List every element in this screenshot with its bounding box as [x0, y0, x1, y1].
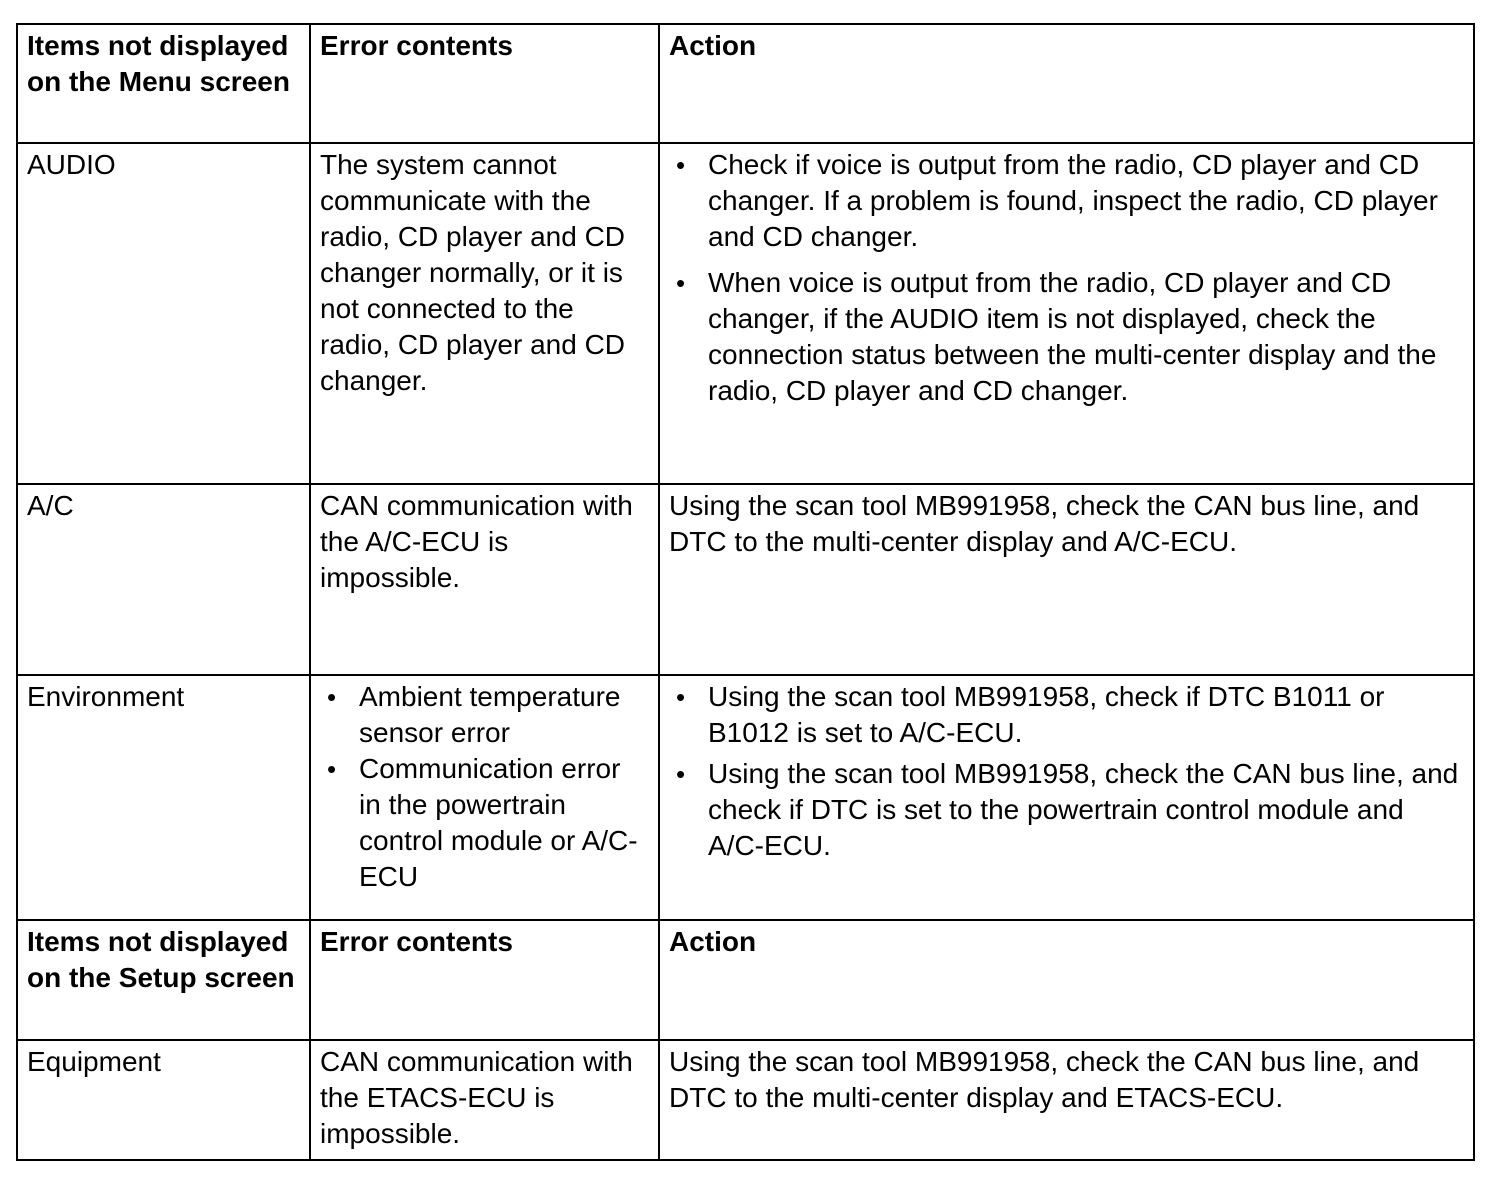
table-row [17, 143, 1474, 484]
action-cell: Using the scan tool MB991958, check the CAN bus line, and DTC to the multi-center display and A/C-ECU. [659, 484, 1474, 675]
table-row [17, 1040, 1474, 1160]
item-cell: A/C [17, 484, 310, 675]
header-items-menu: Items not displayed on the Menu screen [17, 24, 310, 143]
item-cell: AUDIO [17, 143, 310, 484]
error-cell [310, 675, 659, 920]
header-action: Action [659, 24, 1474, 143]
item-cell: Equipment [17, 1040, 310, 1160]
list-item: • Check if voice is output from the radio, CD player and CD changer. If a problem is found, inspect the radio, CD player and CD changer. [669, 147, 1464, 255]
table-header-row [17, 24, 1474, 143]
list-item: • Ambient temperature sensor error [320, 679, 649, 751]
action-cell [659, 675, 1474, 920]
table-row [17, 484, 1474, 675]
error-cell: The system cannot communicate with the radio, CD player and CD changer normally, or it is not connected to the radio, CD player and CD changer. [310, 143, 659, 484]
header-error-contents: Error contents [310, 920, 659, 1040]
list-item: • When voice is output from the radio, CD player and CD changer, if the AUDIO item is not displayed, check the connection status between the multi-center display and the radio, CD player and CD changer. [669, 265, 1464, 409]
list-item: • Using the scan tool MB991958, check the CAN bus line, and check if DTC is set to the powertrain control module and A/C-ECU. [669, 756, 1464, 864]
table-header-row [17, 920, 1474, 1040]
action-list [669, 679, 1464, 864]
list-item: • Using the scan tool MB991958, check if DTC B1011 or B1012 is set to A/C-ECU. [669, 679, 1464, 751]
action-cell: Using the scan tool MB991958, check the CAN bus line, and DTC to the multi-center display and ETACS-ECU. [659, 1040, 1474, 1160]
error-list [320, 679, 649, 895]
list-item: • Communication error in the powertrain control module or A/C-ECU [320, 751, 649, 895]
action-list [669, 147, 1464, 409]
item-cell: Environment [17, 675, 310, 920]
troubleshooting-table [16, 23, 1475, 1161]
action-cell [659, 143, 1474, 484]
error-cell: CAN communication with the A/C-ECU is impossible. [310, 484, 659, 675]
error-cell: CAN communication with the ETACS-ECU is impossible. [310, 1040, 659, 1160]
header-action: Action [659, 920, 1474, 1040]
header-items-setup: Items not displayed on the Setup screen [17, 920, 310, 1040]
table-row [17, 675, 1474, 920]
header-error-contents: Error contents [310, 24, 659, 143]
